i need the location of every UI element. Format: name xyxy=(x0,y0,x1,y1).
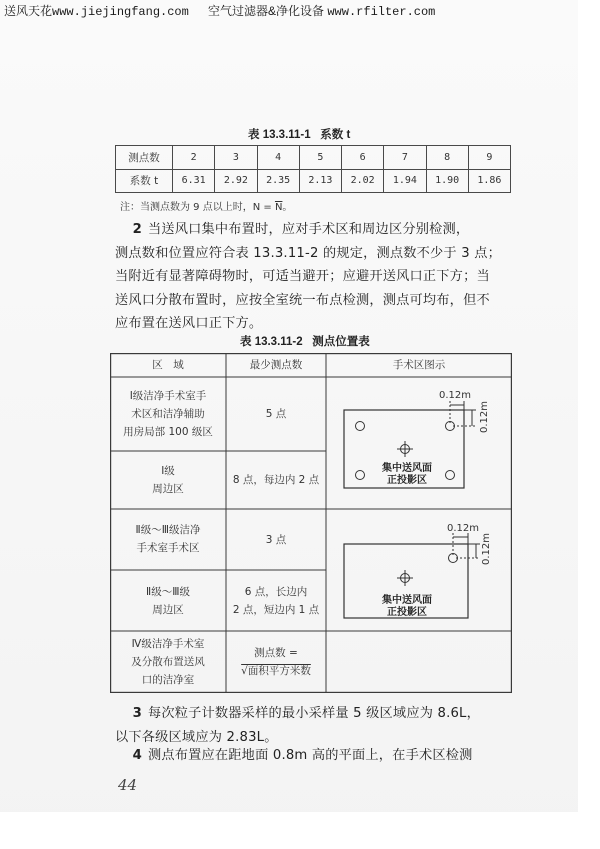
paragraph-number: 3 xyxy=(132,706,142,721)
table1-cell: 1.94 xyxy=(384,169,426,193)
table2-points-cell xyxy=(226,644,326,680)
region-line: 口的洁净室 xyxy=(141,674,195,686)
table1-caption-number: 表 13.3.11-1 xyxy=(248,129,311,141)
table2-region-cell xyxy=(110,583,226,619)
points-line: 6 点，长边内 xyxy=(244,586,308,598)
table1-cell: 2.02 xyxy=(342,169,384,193)
paragraph-text: 测点布置应在距地面 0.8m 高的平面上，在手术区检测 xyxy=(147,748,473,763)
paragraph-4 xyxy=(115,744,515,768)
coefficient-table xyxy=(115,145,511,193)
region-line: Ⅱ级～Ⅲ级 xyxy=(146,586,190,598)
region-line: Ⅰ级洁净手术室手 xyxy=(129,390,207,402)
table1-cell: 4 xyxy=(257,146,299,170)
table1-cell: 9 xyxy=(468,146,510,170)
region-line: 周边区 xyxy=(152,604,184,616)
region-line: 术区和洁净辅助 xyxy=(131,408,205,420)
table1-caption xyxy=(248,126,350,142)
table2-caption xyxy=(240,333,370,349)
measurement-point-icon xyxy=(356,471,365,480)
scan-bottom-band xyxy=(0,812,600,849)
header-left xyxy=(4,2,189,19)
table1-row-header: 测点数 xyxy=(116,146,173,170)
table1-cell: 1.86 xyxy=(468,169,510,193)
paragraph-text: 当送风口集中布置时，应对手术区和周边区分别检测， xyxy=(147,222,470,237)
measurement-point-icon xyxy=(446,471,455,480)
paragraph-line xyxy=(115,702,515,726)
note-suffix: 。 xyxy=(282,202,293,213)
table1-cell: 6.31 xyxy=(173,169,215,193)
region-line: 及分散布置送风 xyxy=(131,656,205,668)
region-line: 周边区 xyxy=(152,483,184,495)
table2-caption-title: 测点位置表 xyxy=(312,336,370,348)
page-header xyxy=(4,2,594,18)
table1-cell: 2 xyxy=(173,146,215,170)
table1-row-points xyxy=(116,146,511,170)
table1-caption-title: 系数 t xyxy=(320,129,351,141)
header-right xyxy=(208,2,435,19)
table1-row-header: 系数 t xyxy=(116,169,173,193)
table2-header-diagram: 手术区图示 xyxy=(392,359,446,371)
diagram-concentrated-supply-1 xyxy=(344,390,490,488)
table1-row-coefficients xyxy=(116,169,511,193)
formula-sqrt: √面积平方米数 xyxy=(241,665,311,677)
table2-points-cell: 8 点，每边内 2 点 xyxy=(232,474,320,486)
table1-cell: 5 xyxy=(299,146,341,170)
diagram-label-line2: 正投影区 xyxy=(387,475,427,486)
paragraph-line: 以下各级区域应为 2.83L。 xyxy=(115,729,278,745)
table1-cell: 3 xyxy=(215,146,257,170)
measurement-point-icon xyxy=(356,422,365,431)
table1-note xyxy=(120,198,292,213)
table2-points-cell xyxy=(226,583,326,619)
table1-cell: 2.13 xyxy=(299,169,341,193)
paragraph-line: 送风口分散布置时，应按全室统一布点检测，测点可均布，但不 xyxy=(115,292,490,308)
table2-region-cell xyxy=(110,387,226,441)
dimension-label-vertical: 0.12m xyxy=(479,400,490,433)
dimension-label-vertical: 0.12m xyxy=(481,532,492,565)
paragraph-line: 应布置在送风口正下方。 xyxy=(115,316,263,331)
table2-points-cell: 5 点 xyxy=(265,408,287,420)
paragraph-line: 测点数和位置应符合表 13.3.11-2 的规定，测点数不少于 3 点； xyxy=(115,245,501,261)
scan-margin xyxy=(578,0,600,849)
region-line: 用房局部 100 级区 xyxy=(123,426,213,438)
table1-cell: 7 xyxy=(384,146,426,170)
paragraph-line xyxy=(115,218,515,242)
diagram-label-line1: 集中送风面 xyxy=(382,463,432,474)
table1-cell: 6 xyxy=(342,146,384,170)
diagram-label-line2: 正投影区 xyxy=(387,607,427,618)
region-line: Ⅳ级洁净手术室 xyxy=(131,638,205,650)
dimension-label-horizontal: 0.12m xyxy=(447,523,480,534)
points-line: 2 点，短边内 1 点 xyxy=(232,604,320,616)
table2-header-region: 区 域 xyxy=(152,359,184,371)
table2-points-cell: 3 点 xyxy=(265,534,287,546)
paragraph-3 xyxy=(115,702,515,749)
diagram-label-line1: 集中送风面 xyxy=(382,595,432,606)
paragraph-text: 每次粒子计数器采样的最小采样量 5 级区域应为 8.6L， xyxy=(147,706,480,721)
paragraph-line xyxy=(115,744,515,768)
table1-cell: 2.35 xyxy=(257,169,299,193)
table2-region-cell xyxy=(110,521,226,557)
page-number: 44 xyxy=(118,776,138,794)
table1-cell: 1.90 xyxy=(426,169,468,193)
paragraph-2 xyxy=(115,218,515,336)
table2-region-cell xyxy=(110,462,226,498)
dimension-label-horizontal: 0.12m xyxy=(439,390,472,401)
region-line: Ⅰ级 xyxy=(161,465,175,477)
header-right-url: www.rfilter.com xyxy=(327,5,436,19)
measurement-position-table xyxy=(110,353,512,693)
table2-header-points: 最少测点数 xyxy=(249,359,303,371)
region-line: 手术室手术区 xyxy=(136,542,200,554)
note-prefix: 注：当测点数为 9 点以上时，N = xyxy=(120,202,275,213)
paragraph-number: 4 xyxy=(132,748,142,763)
note-symbol-overline: $\overline{N}$ xyxy=(274,202,283,213)
table1-cell: 2.92 xyxy=(215,169,257,193)
table2-caption-number: 表 13.3.11-2 xyxy=(240,336,303,348)
diagram-concentrated-supply-2 xyxy=(344,523,492,618)
paragraph-number: 2 xyxy=(132,222,142,237)
header-left-title: 送风天花 xyxy=(4,4,53,18)
formula-line: 测点数 = xyxy=(254,647,298,659)
paragraph-line: 当附近有显著障碍物时，可适当避开；应避开送风口正下方；当 xyxy=(115,269,490,284)
table2-region-cell xyxy=(110,635,226,689)
region-line: Ⅱ级～Ⅲ级洁净 xyxy=(135,524,201,536)
header-right-title: 空气过滤器&净化设备 xyxy=(208,4,325,18)
table1-cell: 8 xyxy=(426,146,468,170)
header-left-url: www.jiejingfang.com xyxy=(52,5,189,19)
